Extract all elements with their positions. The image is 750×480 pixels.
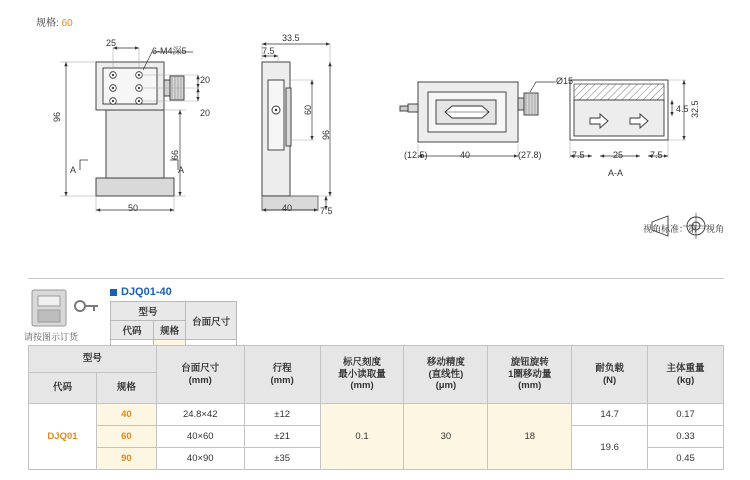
th-scale (320, 346, 404, 404)
order-model-title-text: DJQ01-40 (121, 286, 172, 298)
cell-tablesize-2: 40×90 (156, 448, 244, 470)
th-weight (648, 346, 724, 404)
th-load-l2: (N) (603, 374, 617, 386)
table-row (29, 404, 724, 426)
th-spec: 规格 (96, 373, 156, 404)
th-load-l1: 耐负载 (595, 362, 624, 374)
cell-tablesize-0: 24.8×42 (156, 404, 244, 426)
order-icon (30, 286, 76, 330)
order-th-model: 型号 (111, 302, 186, 321)
th-stroke-l2: (mm) (270, 374, 294, 386)
th-stroke (244, 346, 320, 404)
dim-40-bottom: 40 (282, 203, 293, 213)
th-code: 代码 (29, 373, 97, 404)
section-mark-a-left: A (70, 165, 77, 175)
th-per-turn-l2: 1圈移动量 (508, 368, 552, 380)
th-accuracy-l1: 移动精度 (426, 356, 465, 368)
cell-code: DJQ01 (29, 404, 97, 470)
dim-96-left: 96 (52, 111, 62, 122)
order-note: 请按图示订货 (24, 332, 79, 342)
th-accuracy-l3: (μm) (435, 380, 457, 392)
order-model-title (110, 286, 237, 298)
cell-spec-1: 60 (96, 426, 156, 448)
th-scale-l2: 最小读取量 (338, 368, 386, 380)
order-th-tablesize: 台面尺寸 (186, 302, 237, 340)
th-load (572, 346, 648, 404)
cell-stroke-2: ±35 (244, 448, 320, 470)
dim-33-5: 33.5 (282, 33, 300, 43)
th-accuracy (404, 346, 488, 404)
cell-load-1: 19.6 (572, 426, 648, 470)
dim-60: 60 (303, 104, 313, 115)
dim-6m4: 6-M4深5 (152, 46, 187, 56)
dim-7-5-b: 7.5 (650, 150, 663, 160)
th-table-size-l1: 台面尺寸 (181, 362, 220, 374)
dim-4-5: 4.5 (676, 104, 689, 114)
cell-load-0: 14.7 (572, 404, 648, 426)
cell-scale: 0.1 (320, 404, 404, 470)
th-per-turn (488, 346, 572, 404)
cell-spec-0: 40 (96, 404, 156, 426)
th-scale-l1: 标尺刻度 (343, 356, 382, 368)
th-stroke-l1: 行程 (272, 362, 292, 374)
cell-accuracy: 30 (404, 404, 488, 470)
th-scale-l3: (mm) (350, 380, 374, 392)
dim-25-a: 25 (613, 150, 624, 160)
spec-value: 60 (61, 18, 73, 29)
dim-96-right: 96 (321, 129, 331, 140)
cell-spec-2: 90 (96, 448, 156, 470)
dim-7-5-top: 7.5 (262, 46, 275, 56)
cell-per-turn: 18 (488, 404, 572, 470)
spec-label: 规格: (36, 18, 59, 29)
dim-50: 50 (128, 203, 139, 213)
spec-table-wrap (28, 345, 724, 470)
dim-25: 25 (106, 38, 117, 48)
cell-stroke-0: ±12 (244, 404, 320, 426)
order-th-code: 代码 (111, 321, 154, 340)
cell-weight-2: 0.45 (648, 448, 724, 470)
th-weight-l2: (kg) (676, 374, 695, 386)
th-accuracy-l2: (直线性) (428, 368, 464, 380)
th-weight-l1: 主体重量 (666, 362, 705, 374)
cell-tablesize-1: 40×60 (156, 426, 244, 448)
th-table-size (156, 346, 244, 404)
dim-66: 66 (170, 149, 180, 160)
th-group-model: 型号 (29, 346, 157, 373)
divider (28, 278, 724, 279)
dim-27-8: (27.8) (518, 150, 542, 160)
section-mark-a-right: A (178, 165, 185, 175)
dim-20-upper: 20 (200, 75, 211, 85)
dim-7-5-a: 7.5 (572, 150, 585, 160)
th-table-size-l2: (mm) (188, 374, 212, 386)
dim-40-top: 40 (460, 150, 471, 160)
spec-table (28, 345, 724, 470)
section-caption-aa: A-A (608, 168, 624, 178)
dim-32-5: 32.5 (690, 100, 700, 118)
dim-dia15: Ø15 (556, 76, 574, 86)
order-th-spec: 规格 (154, 321, 186, 340)
dim-7-5-right: 7.5 (320, 206, 333, 216)
th-per-turn-l1: 旋钮旋转 (510, 356, 549, 368)
cell-weight-0: 0.17 (648, 404, 724, 426)
bullet-square (110, 289, 117, 296)
cell-weight-1: 0.33 (648, 426, 724, 448)
dim-12-5: (12.5) (404, 150, 428, 160)
dim-20-lower: 20 (200, 108, 211, 118)
projection-note: 视角标准：第一视角 (642, 224, 724, 234)
th-per-turn-l3: (mm) (518, 380, 542, 392)
cell-stroke-1: ±21 (244, 426, 320, 448)
